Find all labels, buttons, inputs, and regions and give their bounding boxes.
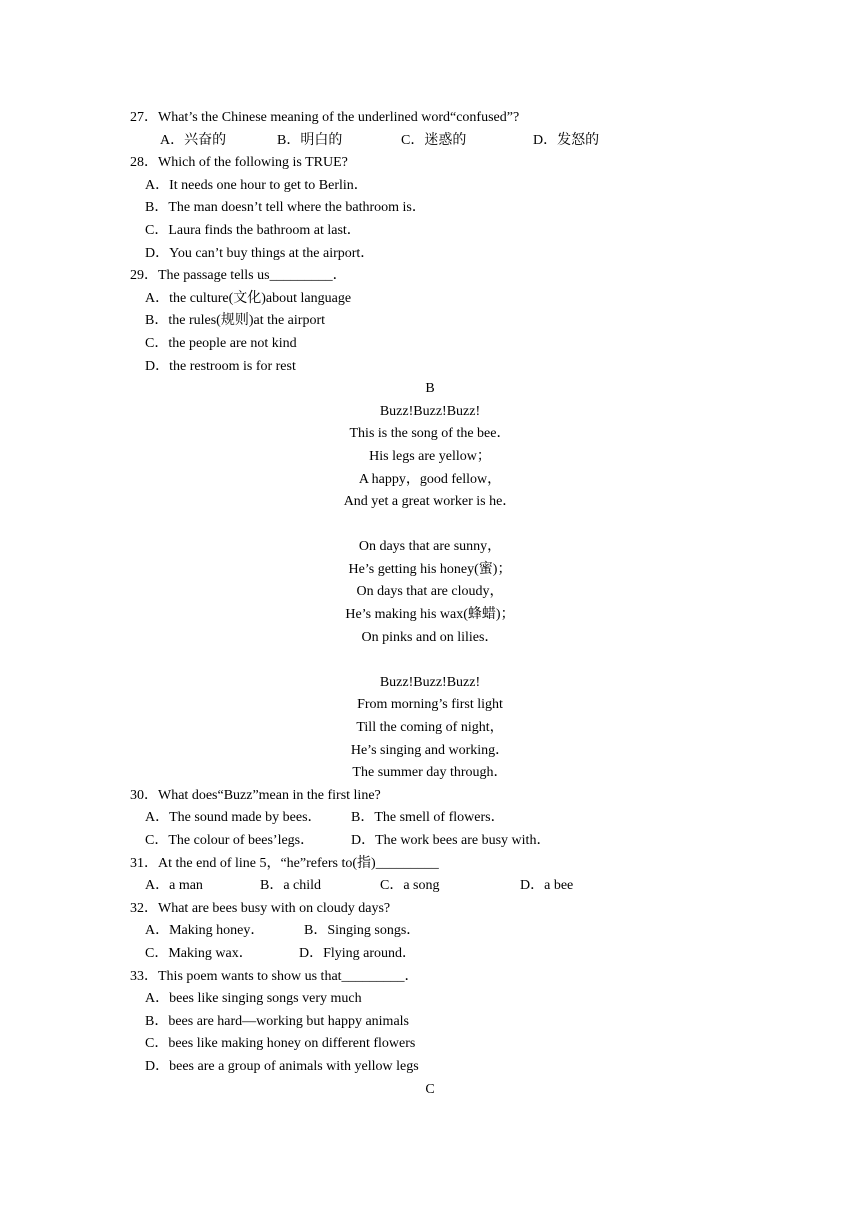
question-30-option-c: C．The colour of bees’legs． [145, 833, 315, 848]
question-27-option-a: A．兴奋的 [160, 132, 227, 148]
poem-line: Buzz!Buzz!Buzz! [379, 403, 481, 419]
question-30-options-row-1 [0, 807, 860, 830]
question-31-option-c: C．a song [380, 878, 440, 894]
question-28-stem: 28．Which of the following is TRUE? [130, 155, 348, 171]
poem-line: He’s making his wax(蜂蜡)； [345, 607, 515, 623]
question-27-options [0, 130, 860, 153]
poem-line: On days that are cloudy， [356, 584, 504, 600]
question-30-stem: 30．What does“Buzz”mean in the first line? [130, 787, 381, 803]
section-b-heading: B [425, 381, 435, 397]
question-32-stem: 32．What are bees busy with on cloudy days? [130, 900, 391, 916]
poem-line: From morning’s first light [357, 697, 503, 713]
question-31-option-b: B．a child [260, 878, 322, 894]
question-32-option-c: C．Making wax． [145, 945, 253, 961]
question-30-option-d: D．The work bees are busy with． [351, 833, 551, 848]
question-32-option-b: B．Singing songs． [304, 923, 421, 939]
question-29-option-c: C．the people are not kind [145, 335, 297, 351]
poem-stanza-3 [0, 672, 860, 785]
question-31-option-d: D．a bee [520, 878, 574, 894]
stanza-spacer [0, 514, 860, 537]
question-32-option-a: A．Making honey． [145, 923, 265, 939]
poem-line: He’s getting his honey(蜜)； [348, 561, 512, 577]
question-29-option-b: B．the rules(规则)at the airport [145, 313, 326, 329]
poem-line: His legs are yellow； [369, 448, 491, 464]
question-33-stem: 33．This poem wants to show us that_________． [130, 968, 419, 984]
question-32-options-row-2 [0, 943, 860, 966]
question-29-option-d: D．the restroom is for rest [145, 358, 296, 374]
question-32-options-row-1 [0, 920, 860, 943]
question-33-option-c: C．bees like making honey on different flowers [145, 1036, 416, 1052]
question-29-option-a: A．the culture(文化)about language [145, 290, 352, 306]
poem-line: Till the coming of night， [356, 720, 504, 736]
question-29-stem: 29．The passage tells us_________． [130, 268, 347, 284]
question-33-option-a: A．bees like singing songs very much [145, 991, 362, 1007]
question-33-option-d: D．bees are a group of animals with yellow legs [145, 1058, 419, 1074]
question-31-option-a: A．a man [145, 878, 203, 894]
poem-stanza-1 [0, 401, 860, 514]
question-28-option-a: A．It needs one hour to get to Berlin． [145, 177, 368, 193]
poem-line: A happy，good fellow， [358, 471, 502, 487]
poem-line: The summer day through． [352, 765, 508, 781]
document-page [0, 107, 860, 1101]
question-33-option-b: B．bees are hard—working but happy animals [145, 1013, 409, 1029]
stanza-spacer [0, 649, 860, 672]
poem-line: And yet a great worker is he． [343, 494, 517, 510]
question-30-option-a: A．The sound made by bees． [145, 810, 322, 826]
question-32-option-d: D．Flying around． [299, 945, 417, 961]
poem-line: Buzz!Buzz!Buzz! [379, 674, 481, 690]
section-c-heading: C [425, 1081, 435, 1097]
question-28-option-d: D．You can’t buy things at the airport． [145, 245, 375, 261]
question-31-options [0, 875, 860, 898]
question-30-options-row-2 [0, 830, 860, 853]
poem-line: On pinks and on lilies． [361, 629, 499, 645]
poem-line: He’s singing and working． [350, 742, 510, 758]
question-27-option-c: C．迷惑的 [401, 132, 467, 148]
question-28-option-c: C．Laura finds the bathroom at last． [145, 222, 361, 238]
question-31-stem: 31．At the end of line 5，“he”refers to(指)_________ [130, 855, 439, 871]
poem-line: On days that are sunny， [358, 539, 502, 555]
poem-line: This is the song of the bee． [349, 426, 511, 442]
question-27-stem: 27．What’s the Chinese meaning of the underlined word“confused”? [130, 110, 520, 125]
question-28-option-b: B．The man doesn’t tell where the bathroom is． [145, 200, 426, 216]
question-27-option-b: B．明白的 [277, 132, 343, 148]
question-30-option-b: B．The smell of flowers． [351, 810, 505, 826]
question-27-option-d: D．发怒的 [533, 132, 600, 148]
poem-stanza-2 [0, 536, 860, 649]
